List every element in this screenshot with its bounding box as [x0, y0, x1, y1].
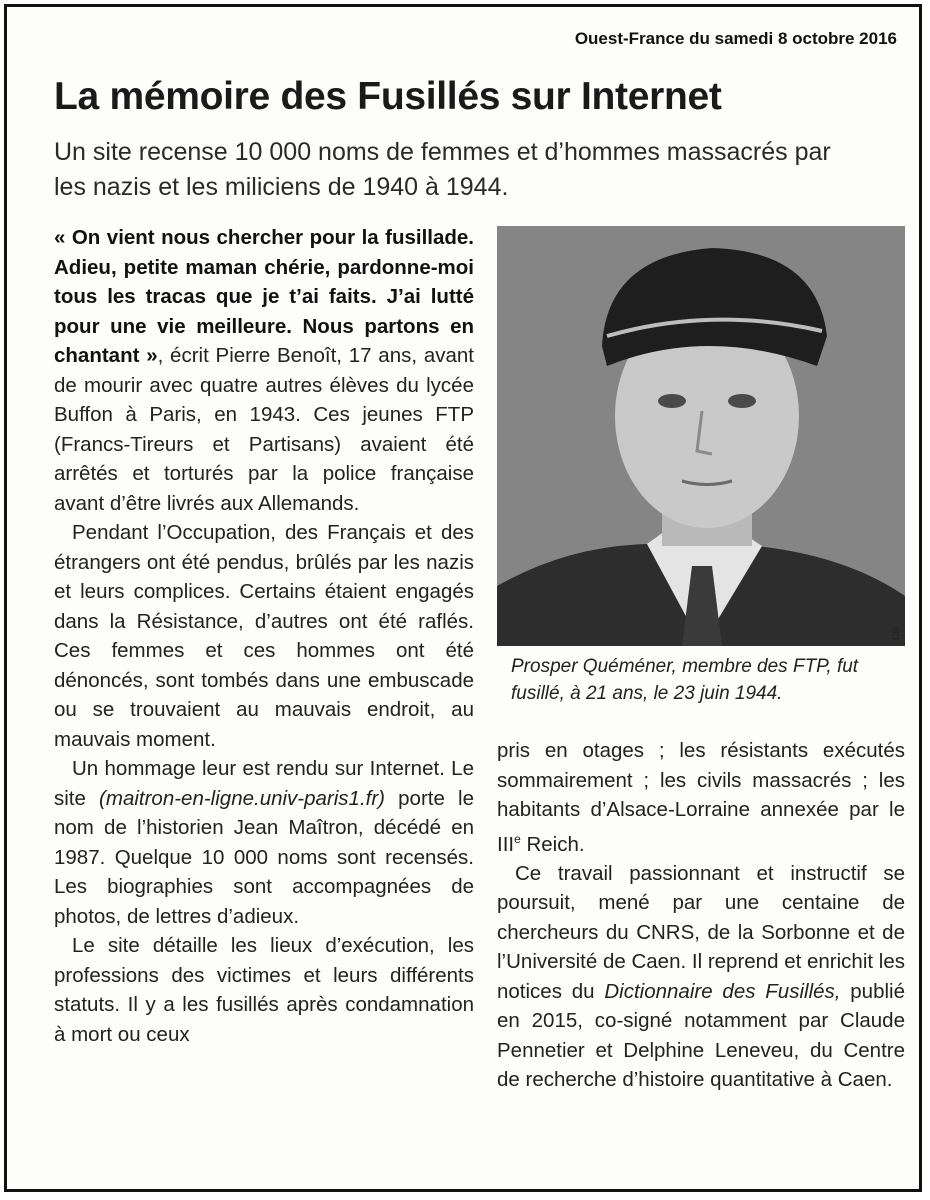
column-right [497, 736, 905, 1095]
article-title: La mémoire des Fusillés sur Internet [54, 75, 722, 118]
paragraph-4: Le site détaille les lieux d’exécution, les professions des victimes et leurs différents statuts. Il y a les fusillés après condamnation à mort ou ceux [54, 934, 474, 1046]
lead-quote: « On vient nous chercher pour la fusillade. Adieu, petite maman chérie, pardonne-moi tous les tracas que je t’ai faits. J’ai lutté pour une vie meilleure. Nous partons en chantant » [54, 226, 474, 367]
paragraph-3-text-a: Un hommage leur est rendu sur Internet. Le site [54, 757, 474, 810]
paragraph-6 [497, 859, 905, 1095]
website-reference: (maitron-en-ligne.univ-paris1.fr) [99, 786, 386, 810]
paragraph-3 [54, 754, 474, 931]
paragraph-5-text-a: pris en otages ; les résistants exécutés sommairement ; les civils massacrés ; les habitants d’Alsace-Lorraine annexée par le III [497, 739, 905, 856]
page-frame [4, 4, 922, 1192]
paragraph-2: Pendant l’Occupation, des Français et des étrangers ont été pendus, brûlés par les nazis et leurs complices. Certains étaient engagés dans la Résistance, d’autres ont été raflés. Ces femmes et ces hommes ont été dénoncés, sont tombés dans une embuscade ou se trouvaient au mauvais endroit, au mauvais moment. [54, 521, 474, 751]
portrait-photo [497, 226, 905, 646]
photo-caption [511, 653, 906, 707]
paragraph-5 [497, 736, 905, 859]
article-subtitle: Un site recense 10 000 noms de femmes et d’hommes massacrés par les nazis et les miliciens de 1940 à 1944. [54, 138, 831, 201]
paragraph-6-text-a: Ce travail passionnant et instructif se poursuit, mené par une centaine de chercheurs du CNRS, de la Sorbonne et de l’Université de Caen. Il reprend et enrichit les notices du [497, 861, 905, 1003]
photo-credit: DR [891, 627, 901, 640]
paragraph-1-text: , écrit Pierre Benoît, 17 ans, avant de mourir avec quatre autres élèves du lycée Buffon à Paris, en 1943. Ces jeunes FTP (Francs-Tireurs et Partisans) avaient été arrêtés et torturés par la police française avant d’être livrés aux Allemands. [54, 344, 474, 515]
column-left [54, 223, 474, 1049]
paragraph-5-text-b: Reich. [520, 832, 585, 856]
photo-caption-text: Prosper Quéméner, membre des FTP, fut fusillé, à 21 ans, le 23 juin 1944. [511, 656, 859, 704]
paragraph-6-text-b: publié en 2015, co-signé notamment par Claude Pennetier et Delphine Leneveu, du Centre de recherche d’histoire quantitative à Caen. [497, 979, 905, 1092]
paragraph-3-text-b: porte le nom de l’historien Jean Maîtron, décédé en 1987. Quelque 10 000 noms sont recensés. Les biographies sont accompagnées de photos, de lettres d’adieux. [54, 786, 474, 928]
dictionary-title: Dictionnaire des Fusillés, [604, 979, 841, 1003]
source-line: Ouest-France du samedi 8 octobre 2016 [574, 29, 897, 48]
paragraph-1 [54, 223, 474, 518]
ordinal-superscript: e [514, 831, 521, 846]
portrait-illustration [497, 226, 905, 646]
